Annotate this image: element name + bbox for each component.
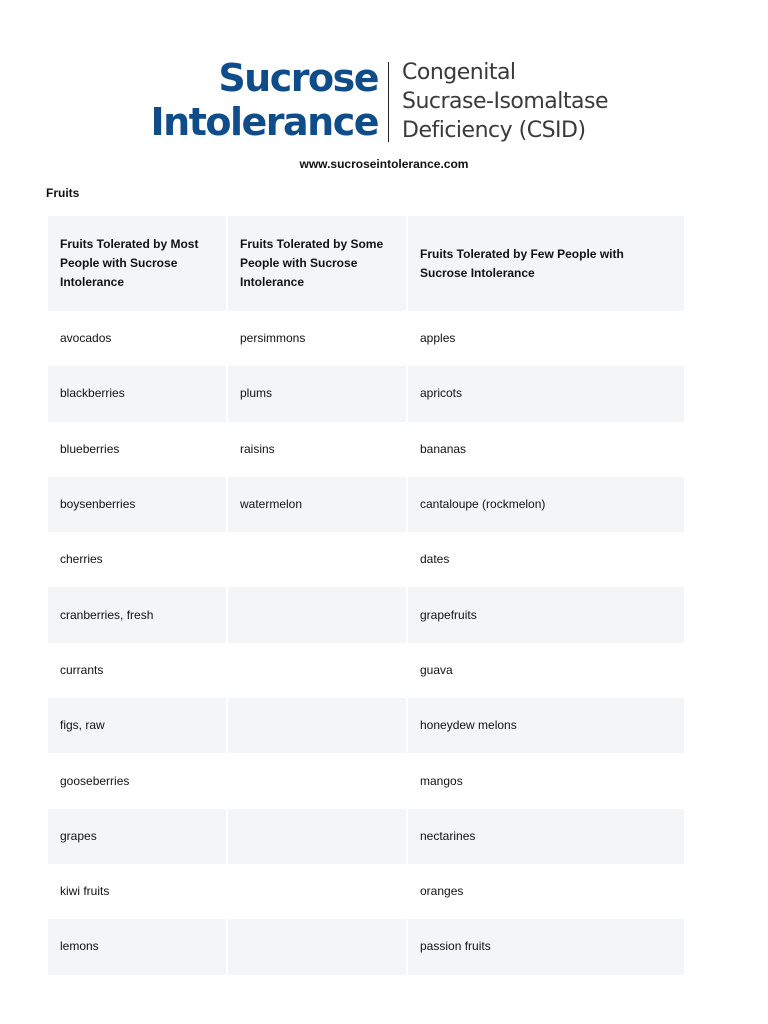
table-cell-some: raisins: [240, 441, 275, 456]
logo: [150, 56, 630, 148]
table-cell-most: avocados: [60, 331, 112, 346]
table-cell-some: [228, 809, 406, 864]
table-row: [48, 311, 684, 366]
logo-wordmark: [151, 56, 379, 144]
table-cell-few: nectarines: [408, 809, 684, 864]
table-row: [48, 477, 684, 532]
table-cell-few: dates: [420, 552, 450, 567]
table-row: [48, 422, 684, 477]
table-row: [48, 698, 684, 753]
table-cell-most: cherries: [60, 552, 103, 567]
table-row: [48, 643, 684, 698]
table-cell-few: grapefruits: [408, 587, 684, 642]
table-cell-some: [228, 643, 406, 698]
table-row: [48, 919, 684, 974]
table-cell-most: blueberries: [60, 441, 120, 456]
table-cell-few: apples: [420, 331, 456, 346]
fruits-table: [46, 216, 686, 975]
table-cell-few: apricots: [408, 366, 684, 421]
table-row: [48, 587, 684, 642]
table-cell-few: honeydew melons: [408, 698, 684, 753]
table-cell-few: cantaloupe (rockmelon): [408, 477, 684, 532]
table-cell-some: [228, 698, 406, 753]
table-body: [48, 311, 684, 975]
header-some: Fruits Tolerated by Some People with Sucrose Intolerance: [228, 216, 406, 311]
table-row: [48, 532, 684, 587]
header-few: Fruits Tolerated by Few People with Sucrose Intolerance: [408, 216, 684, 311]
table-cell-few: bananas: [420, 441, 467, 456]
logo-line-2: Intolerance: [150, 100, 378, 144]
table-row: [48, 366, 684, 421]
table-row: [48, 809, 684, 864]
table-cell-some: [228, 864, 406, 919]
table-cell-most: blackberries: [48, 366, 226, 421]
logo-subtitle-line-2: Sucrase-Isomaltase: [402, 89, 609, 114]
table-cell-some: [228, 753, 406, 808]
table-cell-most: kiwi fruits: [60, 884, 110, 899]
table-header-row: [48, 216, 684, 311]
header-most: Fruits Tolerated by Most People with Sucrose Intolerance: [48, 216, 226, 311]
table-cell-few: passion fruits: [408, 919, 684, 974]
table-cell-most: figs, raw: [48, 698, 226, 753]
table-row: [48, 864, 684, 919]
table-cell-most: currants: [60, 662, 104, 677]
table-cell-some: watermelon: [228, 477, 406, 532]
table-cell-some: [228, 919, 406, 974]
table-cell-most: lemons: [48, 919, 226, 974]
table-cell-few: mangos: [420, 773, 463, 788]
logo-subtitle-line-1: Congenital: [402, 60, 516, 85]
logo-line-1: Sucrose: [218, 56, 378, 100]
table-cell-some: [228, 532, 406, 587]
table-cell-most: gooseberries: [60, 773, 130, 788]
table-cell-most: boysenberries: [48, 477, 226, 532]
table-cell-some: plums: [228, 366, 406, 421]
table-cell-most: cranberries, fresh: [48, 587, 226, 642]
table-cell-most: grapes: [48, 809, 226, 864]
table-cell-some: persimmons: [240, 331, 306, 346]
logo-subtitle: [402, 58, 608, 145]
table-cell-some: [228, 587, 406, 642]
logo-divider: [388, 62, 389, 142]
logo-subtitle-line-3: Deficiency (CSID): [402, 118, 586, 143]
table-row: [48, 753, 684, 808]
section-title: Fruits: [46, 186, 80, 200]
website-link[interactable]: www.sucroseintolerance.com: [299, 157, 469, 171]
table-cell-few: oranges: [420, 884, 464, 899]
table-cell-few: guava: [420, 662, 453, 677]
